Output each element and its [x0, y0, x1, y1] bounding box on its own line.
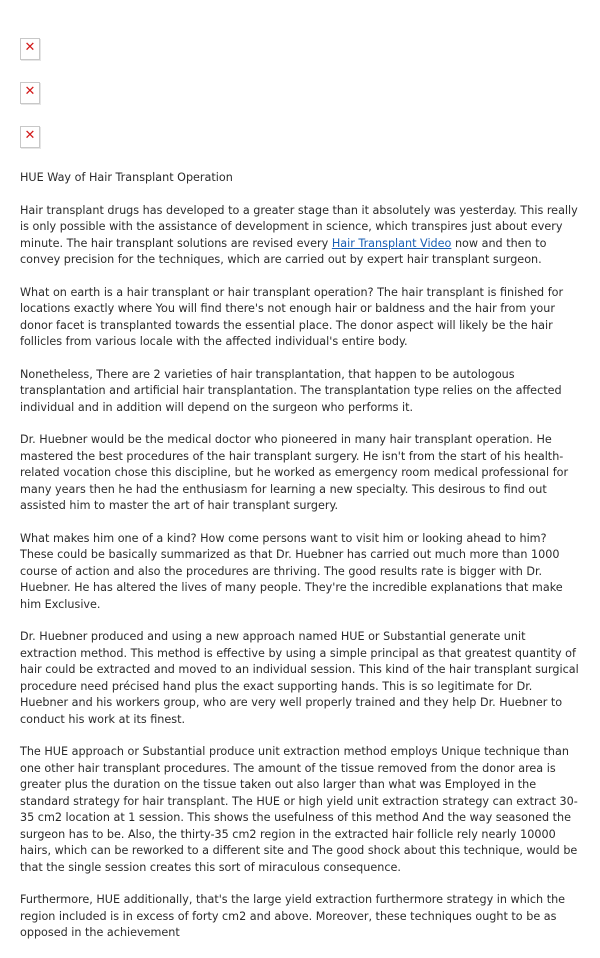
paragraph: The HUE approach or Substantial produce unit extraction method employs Unique technique than one other hair transplant procedures. The amount of the tissue removed from the donor area is greater plus the duration on the tissue taken out also larger than what was Employed in the standard strategy for hair transplant. The HUE or high yield unit extraction strategy can extract 30-35 cm2 location at 1 session. This shows the usefulness of this method And the way seasoned the surgeon has to be. Also, the thirty-35 cm2 region in the extracted hair follicle rely nearly 10000 hairs, which can be reworked to a different site and The good shock about this technique, would be that the single session creates this sort of miraculous consequence. [20, 745, 578, 874]
broken-image-icon: ✕ [24, 84, 36, 99]
broken-image-icon: ✕ [24, 128, 36, 143]
paragraph: Dr. Huebner would be the medical doctor who pioneered in many hair transplant operation. He mastered the best procedures of the hair transplant surgery. He isn't from the start of his health-related vocation chose this discipline, but he worked as emergency room medical professional for many years then he had the enthusiasm for learning a new specialty. This desirous to find out assisted him to master the art of hair transplant surgery. [20, 433, 569, 512]
paragraph-text: Hair transplant drugs has developed to a greater stage than it absolutely was yesterday. This really is only possible with the assistance of development in science, which transpires just about every minute. The hair transplant solutions are revised every [20, 203, 578, 250]
hair-transplant-video-link[interactable]: Hair Transplant Video [331, 236, 452, 250]
paragraph: Furthermore, HUE additionally, that's the large yield extraction furthermore strategy in which the region included is in excess of forty cm2 and above. Moreover, these techniques ought to be as opposed in the achievement [20, 893, 566, 939]
paragraph: What makes him one of a kind? How come persons want to visit him or looking ahead to him? These could be basically summarized as that Dr. Huebner has carried out much more than 1000 course of action and also the procedures are thriving. The good results rate is bigger with Dr. Huebner. He has altered the lives of many people. They're the incredible explanations that make him Exclusive. [20, 531, 563, 611]
paragraph: Nonetheless, There are 2 varieties of hair transplantation, that happen to be autologous transplantation and artificial hair transplantation. The transplantation type relies on the affected individual and in addition will depend on the surgeon who performs it. [20, 367, 562, 414]
broken-image-placeholder [20, 38, 40, 60]
paragraph: Dr. Huebner produced and using a new approach named HUE or Substantial generate unit extraction method. This method is effective by using a simple principal as that greatest quantity of hair could be extracted and moved to an individual session. This kind of the hair transplant surgical procedure need précised hand plus the exact supporting hands. This is so legitimate for Dr. Huebner and his workers group, who are very well properly trained and they help Dr. Huebner to conduct his work at its finest. [20, 630, 579, 726]
broken-image-icon: ✕ [24, 40, 36, 55]
article-body [20, 170, 582, 958]
paragraph-text: now and then to convey precision for the techniques, which are carried out by expert hair transplant surgeon. [20, 236, 547, 266]
article-title: HUE Way of Hair Transplant Operation [20, 171, 233, 184]
broken-image-placeholder [20, 82, 40, 104]
broken-image-placeholder [20, 126, 40, 148]
paragraph: What on earth is a hair transplant or hair transplant operation? The hair transplant is finished for locations exactly where You will find there's not enough hair or baldness and the hair from your donor facet is transplanted towards the essential place. The donor aspect will likely be the hair follicles from various locale with the affected individual's entire body. [20, 285, 564, 348]
paragraph [20, 203, 582, 269]
